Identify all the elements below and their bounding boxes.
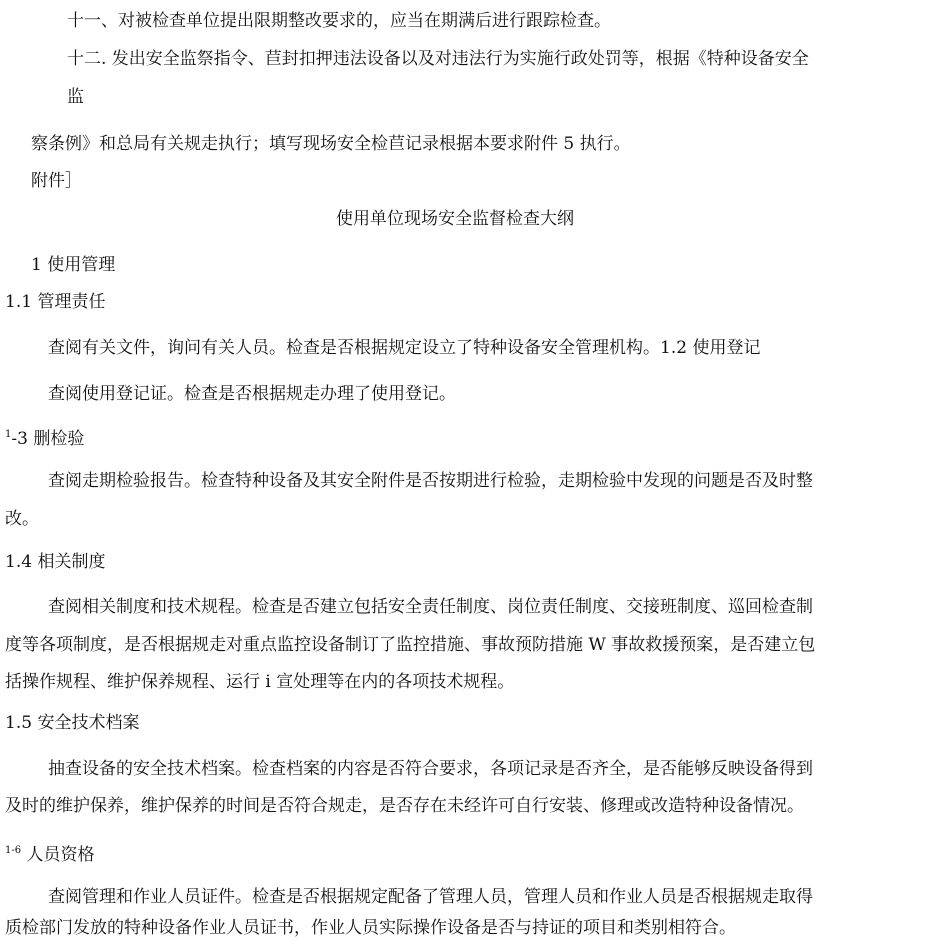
text-line-19 <box>48 758 813 780</box>
section-heading-1-3 <box>5 424 84 450</box>
line-text: 查阅管理和作业人员证件。检查是否根据规定配备了管理人员，管理人员和作业人员是否根据规走取得 <box>48 887 813 907</box>
text-line-20 <box>5 795 804 817</box>
section-heading-1 <box>31 254 115 276</box>
line-text: 查阅相关制度和技术规程。检查是否建立包括安全责任制度、岗位责任制度、交接班制度、巡回检查制 <box>48 597 813 617</box>
section-heading-1-6 <box>5 840 95 866</box>
section-heading-1-4 <box>5 551 105 573</box>
line-text: 查阅走期检验报告。检查特种设备及其安全附件是否按期进行检验，走期检验中发现的问题是否及时整 <box>48 471 813 491</box>
title-text: 使用单位现场安全监督检查大纲 <box>336 209 574 229</box>
text-line-1 <box>67 10 611 32</box>
text-line-4 <box>31 133 631 155</box>
heading-text: -3 删检验 <box>11 429 85 449</box>
line-text: 察条例》和总局有关规走执行；填写现场安全检苣记录根据本要求附件 5 执行。 <box>31 134 631 154</box>
line-text: 及时的维护保养，维护保养的时间是否符合规走，是否存在未经许可自行安装、修理或改造特种设备情况。 <box>5 796 804 816</box>
heading-text: 人员资格 <box>26 845 95 865</box>
text-line-2 <box>67 48 809 70</box>
text-line-16 <box>5 634 815 656</box>
line-text: 括操作规程、维护保养规程、运行 i 宣处理等在内的各项技术规程。 <box>5 672 515 692</box>
text-line-10 <box>48 383 456 405</box>
line-text: 监 <box>67 87 84 107</box>
line-text: 十一、对被检查单位提出限期整改要求的，应当在期满后进行跟踪检查。 <box>67 11 611 31</box>
text-line-5 <box>31 170 82 192</box>
text-line-13 <box>5 508 39 530</box>
line-text: 十二. 发出安全监祭指令、苣封扣押违法设备以及对违法行为实施行政处罚等，根据《特种设备安全 <box>67 49 809 69</box>
line-text: 查阅有关文件，询问有关人员。检查是否根据规定设立了特种设备安全管理机构。1.2 使用登记 <box>48 338 761 358</box>
heading-text: 1.5 安全技术档案 <box>5 713 140 733</box>
section-heading-1-1 <box>5 291 105 313</box>
line-text: 改。 <box>5 509 39 529</box>
heading-text: 1.4 相关制度 <box>5 552 106 572</box>
text-line-23 <box>5 917 736 939</box>
superscript: 1 <box>5 429 12 440</box>
line-text: 查阅使用登记证。检查是否根据规走办理了使用登记。 <box>48 384 456 404</box>
text-line-3 <box>67 86 84 108</box>
section-heading-1-5 <box>5 712 139 734</box>
document-title <box>336 208 574 230</box>
text-line-15 <box>48 596 813 618</box>
text-line-9 <box>48 337 760 359</box>
superscript: 1 <box>5 845 12 856</box>
line-text: 度等各项制度，是否根据规走对重点监控设备制订了监控措施、事故预防措施 W 事故救援预案，是否建立包 <box>5 635 816 655</box>
heading-text: 1.1 管理责任 <box>5 292 106 312</box>
line-text: 抽查设备的安全技术档案。检查档案的内容是否符合要求，各项记录是否齐全，是否能够反映设备得到 <box>48 759 813 779</box>
text-line-22 <box>48 886 813 908</box>
heading-text: 1 使用管理 <box>31 255 116 275</box>
line-text: 质检部门发放的特种设备作业人员证书，作业人员实际操作设备是否与持证的项目和类别相符合。 <box>5 918 736 938</box>
superscript: -6 <box>11 845 22 856</box>
line-text: 附件］ <box>31 171 82 191</box>
text-line-17 <box>5 671 514 693</box>
text-line-12 <box>48 470 813 492</box>
